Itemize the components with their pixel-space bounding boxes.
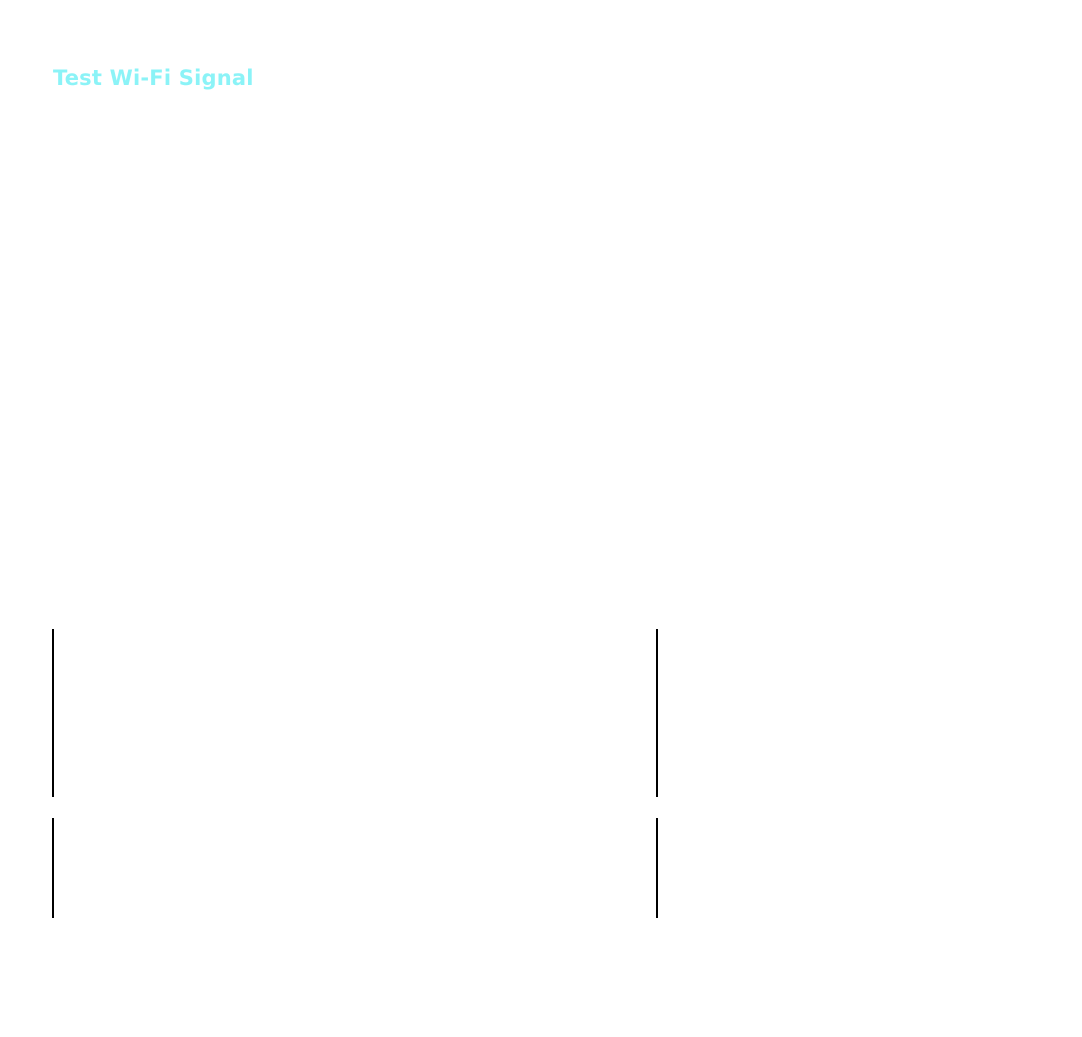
- test-wifi-signal-link[interactable]: Test Wi-Fi Signal: [53, 66, 254, 90]
- content-panel-bottom-left: [52, 818, 632, 918]
- content-panel-bottom-right: [656, 818, 1056, 918]
- content-panel-top-right: [656, 629, 1056, 797]
- content-panel-top-left: [52, 629, 632, 797]
